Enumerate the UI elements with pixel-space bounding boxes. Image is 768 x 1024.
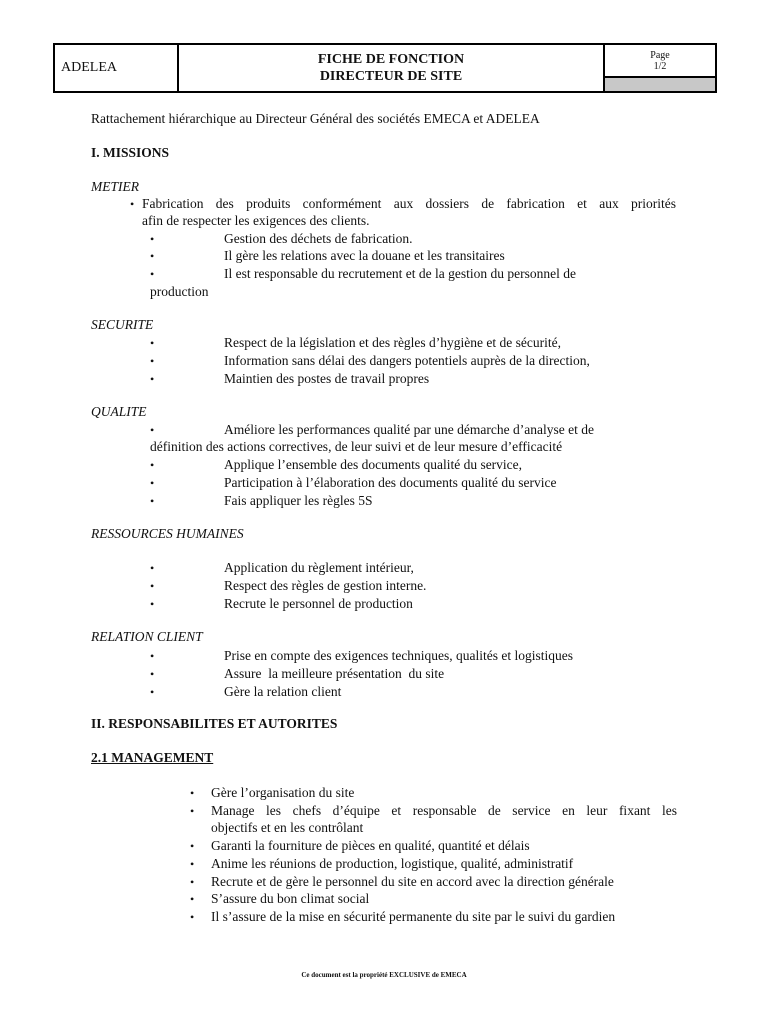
bullet-icon: • bbox=[150, 354, 155, 368]
client-item: Assure la meilleure présentation du site bbox=[224, 666, 445, 681]
bullet-icon: • bbox=[190, 892, 195, 906]
bullet-icon: • bbox=[150, 372, 155, 386]
bullet-icon: • bbox=[130, 197, 135, 211]
management-item2-line2: objectifs et en les contrôlant bbox=[211, 820, 364, 835]
metier-item-continuation: production bbox=[150, 284, 209, 299]
securite-heading: SECURITE bbox=[91, 317, 154, 332]
management-item: S’assure du bon climat social bbox=[211, 891, 370, 906]
bullet-icon: • bbox=[190, 786, 195, 800]
metier-heading: METIER bbox=[91, 179, 139, 194]
section-missions-title: I. MISSIONS bbox=[91, 145, 170, 160]
bullet-icon: • bbox=[150, 232, 155, 246]
bullet-icon: • bbox=[190, 857, 195, 871]
securite-item: Information sans délai des dangers potentiels auprès de la direction, bbox=[224, 353, 590, 368]
management-item: Recrute et de gère le personnel du site en accord avec la direction générale bbox=[211, 874, 614, 889]
rh-item: Respect des règles de gestion interne. bbox=[224, 578, 427, 593]
metier-main-line2: afin de respecter les exigences des clients. bbox=[142, 213, 370, 228]
client-item: Prise en compte des exigences techniques, qualités et logistiques bbox=[224, 648, 574, 663]
bullet-icon: • bbox=[150, 579, 155, 593]
qualite-heading: QUALITE bbox=[91, 404, 147, 419]
securite-item: Respect de la législation et des règles d’hygiène et de sécurité, bbox=[224, 335, 561, 350]
client-item: Gère la relation client bbox=[224, 684, 342, 699]
page-cell bbox=[605, 45, 715, 91]
qualite-item1-line2: définition des actions correctives, de leur suivi et de leur mesure d’efficacité bbox=[150, 439, 563, 454]
management-heading: 2.1 MANAGEMENT bbox=[91, 750, 214, 765]
securite-item: Maintien des postes de travail propres bbox=[224, 371, 430, 386]
bullet-icon: • bbox=[150, 267, 155, 281]
client-heading: RELATION CLIENT bbox=[91, 629, 203, 644]
metier-item: Gestion des déchets de fabrication. bbox=[224, 231, 413, 246]
page-indicator bbox=[605, 45, 715, 78]
management-item: Garanti la fourniture de pièces en qualité, quantité et délais bbox=[211, 838, 530, 853]
footer-notice: Ce document est la propriété EXCLUSIVE de EMECA bbox=[301, 971, 467, 979]
bullet-icon: • bbox=[190, 875, 195, 889]
bullet-icon: • bbox=[150, 597, 155, 611]
title-line-1: FICHE DE FONCTION bbox=[317, 52, 465, 67]
qualite-item: Applique l’ensemble des documents qualité du service, bbox=[224, 457, 523, 472]
section-responsabilites-title: II. RESPONSABILITES ET AUTORITES bbox=[91, 716, 338, 731]
reporting-line: Rattachement hiérarchique au Directeur Général des sociétés EMECA et ADELEA bbox=[91, 111, 540, 126]
title-line-2: DIRECTEUR DE SITE bbox=[319, 69, 463, 84]
management-item: Anime les réunions de production, logistique, qualité, administratif bbox=[211, 856, 574, 871]
qualite-item: Fais appliquer les règles 5S bbox=[224, 493, 373, 508]
qualite-item1-line1: Améliore les performances qualité par une démarche d’analyse et de bbox=[224, 422, 594, 437]
document-title bbox=[179, 45, 605, 91]
bullet-icon: • bbox=[190, 910, 195, 924]
page-number: 1/2 bbox=[653, 60, 667, 72]
bullet-icon: • bbox=[150, 667, 155, 681]
rh-item: Recrute le personnel de production bbox=[224, 596, 413, 611]
bullet-icon: • bbox=[150, 476, 155, 490]
bullet-icon: • bbox=[150, 685, 155, 699]
management-item: Il s’assure de la mise en sécurité permanente du site par le suivi du gardien bbox=[211, 909, 616, 924]
bullet-icon: • bbox=[150, 249, 155, 263]
bullet-icon: • bbox=[150, 423, 155, 437]
shaded-cell bbox=[605, 78, 715, 91]
metier-item: Il gère les relations avec la douane et les transitaires bbox=[224, 248, 505, 263]
metier-item: Il est responsable du recrutement et de la gestion du personnel de bbox=[224, 266, 577, 281]
qualite-item: Participation à l’élaboration des documents qualité du service bbox=[224, 475, 557, 490]
bullet-icon: • bbox=[150, 458, 155, 472]
bullet-icon: • bbox=[150, 649, 155, 663]
bullet-icon: • bbox=[150, 494, 155, 508]
rh-item: Application du règlement intérieur, bbox=[224, 560, 414, 575]
management-item2-line1: Manage les chefs d’équipe et responsable de service en leur fixant les bbox=[211, 803, 677, 818]
bullet-icon: • bbox=[150, 561, 155, 575]
management-item: Gère l’organisation du site bbox=[211, 785, 355, 800]
metier-main-line1: Fabrication des produits conformément aux dossiers de fabrication et aux priorités bbox=[142, 196, 676, 211]
company-name: ADELEA bbox=[55, 45, 179, 91]
rh-heading: RESSOURCES HUMAINES bbox=[91, 526, 244, 541]
bullet-icon: • bbox=[190, 839, 195, 853]
document-header bbox=[53, 43, 717, 93]
bullet-icon: • bbox=[150, 336, 155, 350]
page-label: Page bbox=[650, 49, 670, 61]
bullet-icon: • bbox=[190, 804, 195, 818]
